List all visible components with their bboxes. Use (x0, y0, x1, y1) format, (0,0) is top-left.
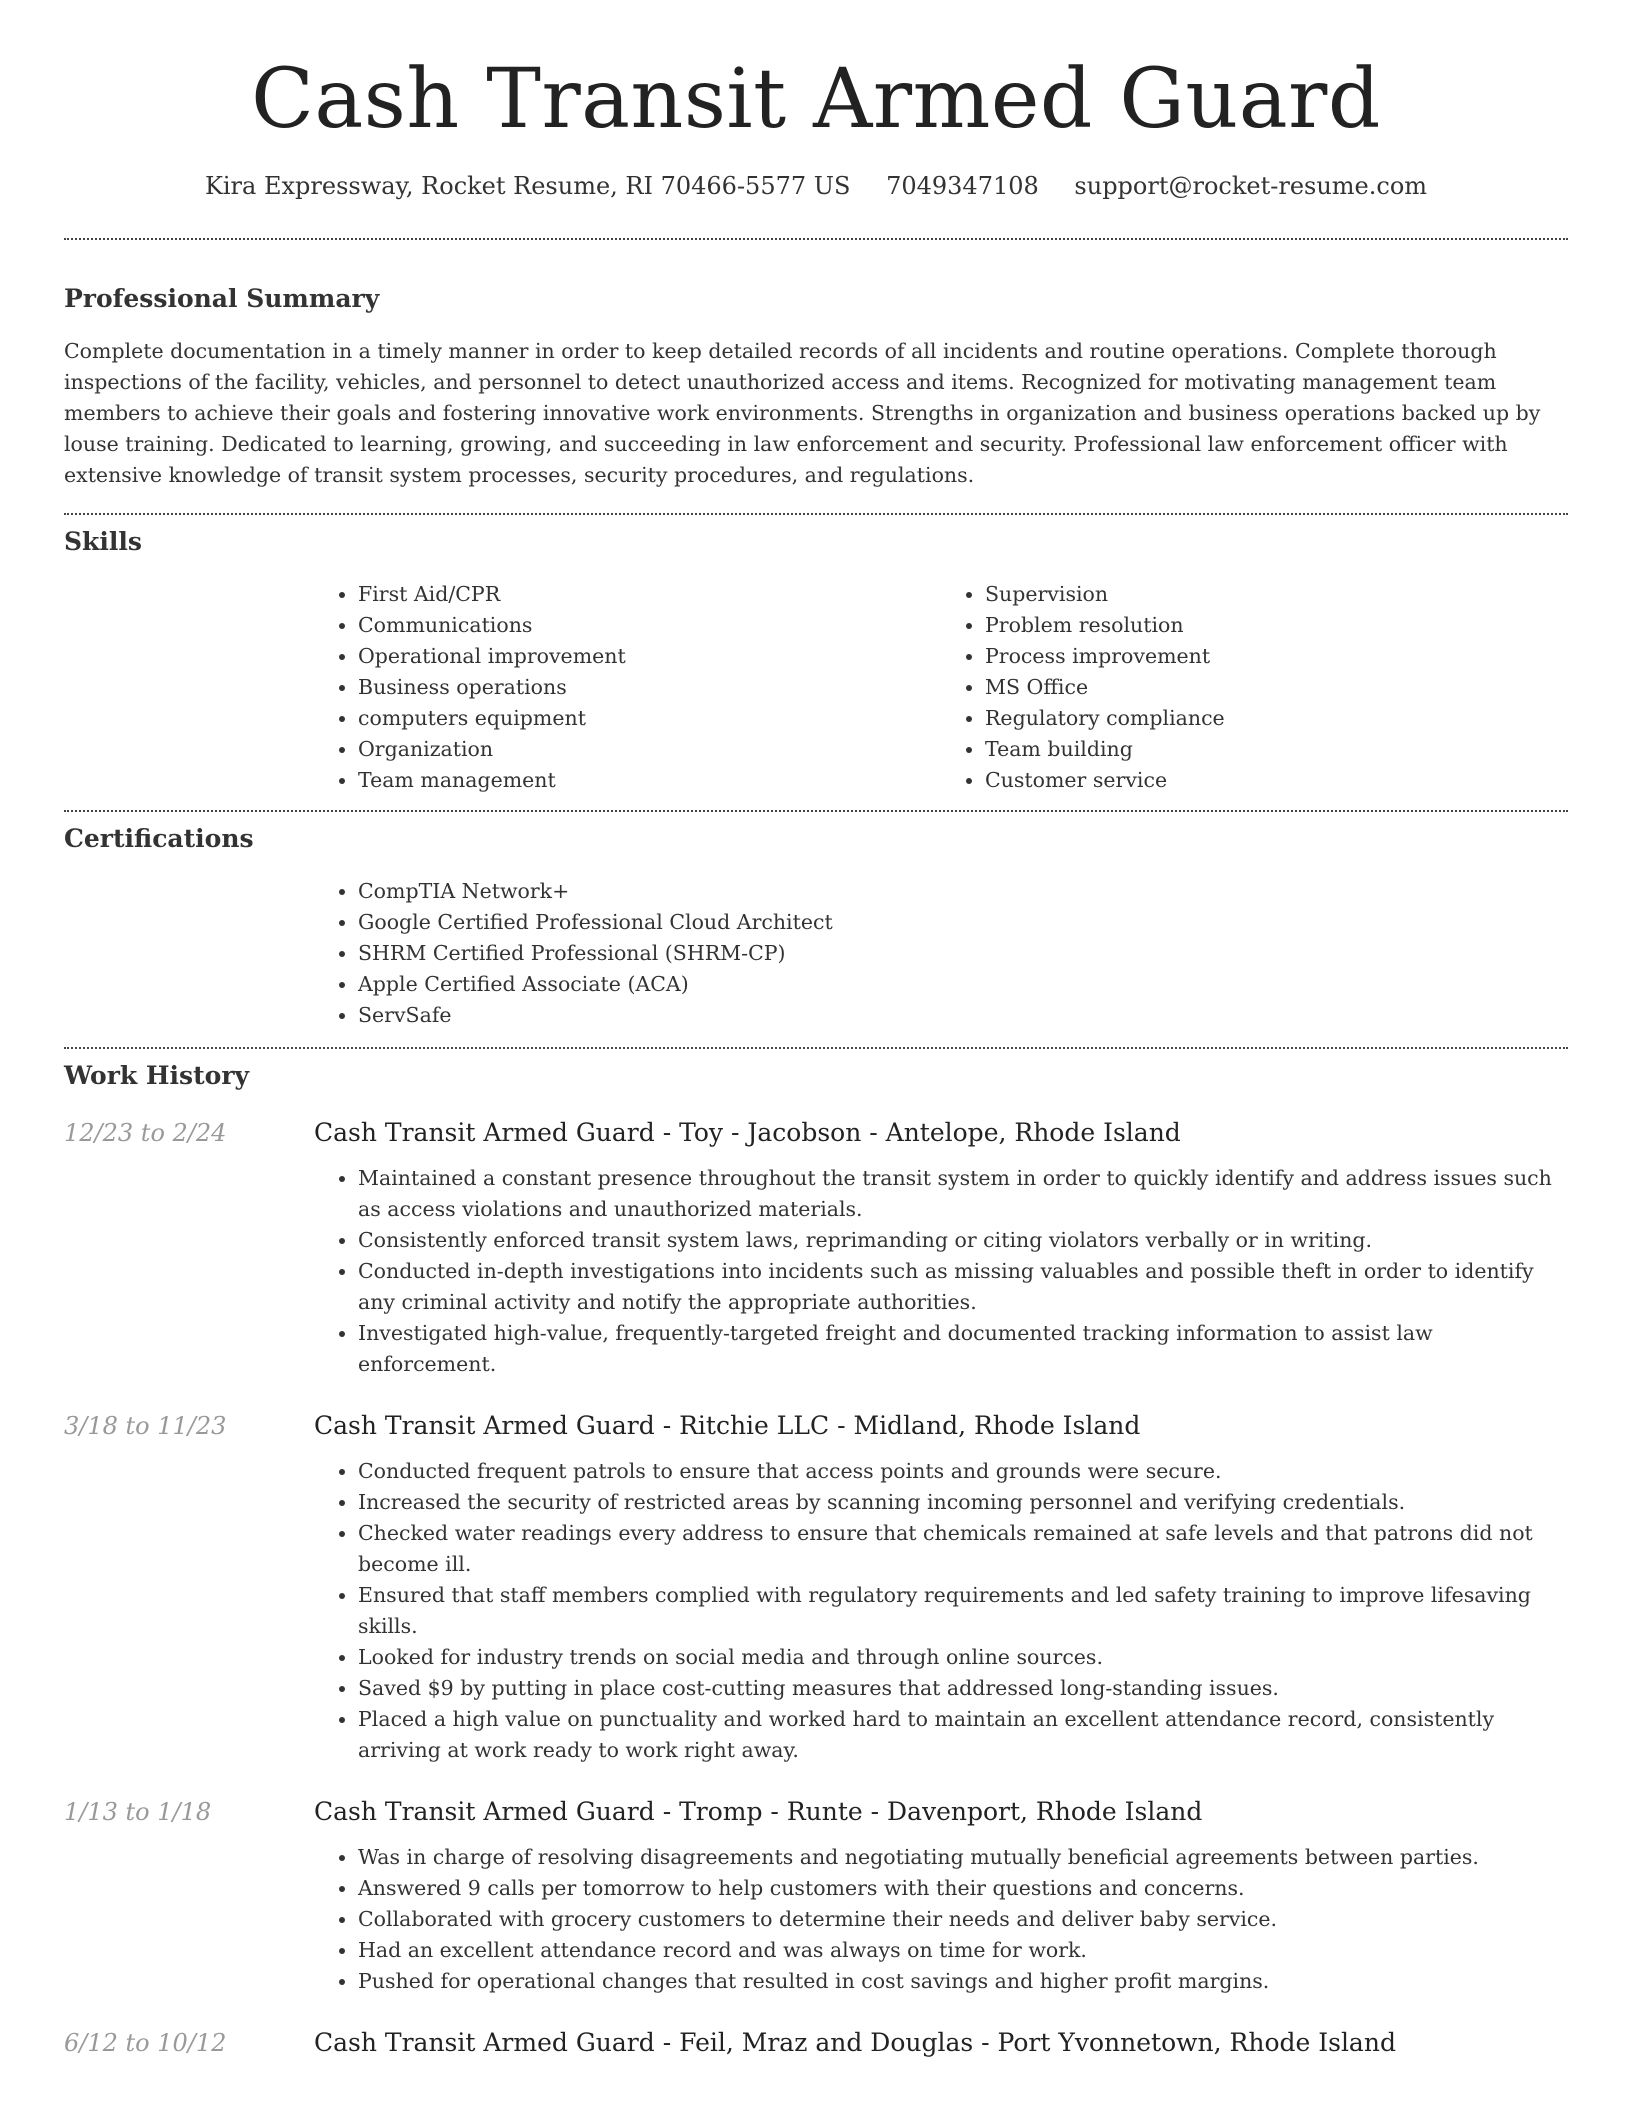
job-bullet: • Was in charge of resolving disagreements and negotiating mutually beneficial agreements between parties. (358, 1842, 1568, 1873)
skill-item: • Business operations (358, 672, 941, 703)
job-bullet: • Increased the security of restricted areas by scanning incoming personnel and verifying credentials. (358, 1487, 1568, 1518)
skill-item: • Operational improvement (358, 641, 941, 672)
contact-phone: 7049347108 (886, 172, 1039, 200)
contact-address: Kira Expressway, Rocket Resume, RI 70466-5577 US (204, 172, 851, 200)
skill-item: • MS Office (985, 672, 1568, 703)
job-header (64, 1117, 1568, 1149)
certification-item: • SHRM Certified Professional (SHRM-CP) (358, 938, 1568, 969)
skills-divider (64, 810, 1568, 812)
work-heading: Work History (64, 1061, 250, 1090)
job-bullet: • Conducted frequent patrols to ensure that access points and grounds were secure. (358, 1456, 1568, 1487)
certifications-divider (64, 1047, 1568, 1049)
skill-item: • Customer service (985, 765, 1568, 796)
skills-list-right (941, 579, 1568, 796)
skill-item: • First Aid/CPR (358, 579, 941, 610)
contact-line (64, 170, 1568, 202)
job-title: Cash Transit Armed Guard - Tromp - Runte - Davenport, Rhode Island (314, 1797, 1203, 1826)
job-entry (64, 2027, 1568, 2059)
skills-section (64, 527, 1568, 796)
job-header (64, 1410, 1568, 1442)
skill-item: • Team building (985, 734, 1568, 765)
skill-item: • computers equipment (358, 703, 941, 734)
job-bullet: • Maintained a constant presence throughout the transit system in order to quickly identify and address issues such as access violations and unauthorized materials. (358, 1163, 1568, 1225)
summary-divider (64, 513, 1568, 515)
work-section (64, 1061, 1568, 2059)
job-header (64, 1796, 1568, 1828)
summary-section (64, 284, 1568, 491)
summary-heading: Professional Summary (64, 284, 380, 313)
job-title: Cash Transit Armed Guard - Toy - Jacobson - Antelope, Rhode Island (314, 1118, 1181, 1147)
header-divider (64, 238, 1568, 240)
certifications-list (314, 876, 1568, 1031)
job-bullet: • Answered 9 calls per tomorrow to help customers with their questions and concerns. (358, 1873, 1568, 1904)
certification-item: • Apple Certified Associate (ACA) (358, 969, 1568, 1000)
skill-item: • Communications (358, 610, 941, 641)
job-bullet: • Pushed for operational changes that resulted in cost savings and higher profit margins. (358, 1966, 1568, 1997)
job-bullet: • Placed a high value on punctuality and worked hard to maintain an excellent attendance record, consistently arriving at work ready to work right away. (358, 1704, 1568, 1766)
certification-item: • CompTIA Network+ (358, 876, 1568, 907)
skills-list-left (314, 579, 941, 796)
job-bullet: • Looked for industry trends on social media and through online sources. (358, 1642, 1568, 1673)
skill-item: • Supervision (985, 579, 1568, 610)
job-bullet: • Investigated high-value, frequently-targeted freight and documented tracking information to assist law enforcement. (358, 1318, 1568, 1380)
job-title: Cash Transit Armed Guard - Feil, Mraz and Douglas - Port Yvonnetown, Rhode Island (314, 2028, 1396, 2057)
job-bullets (314, 1163, 1568, 1380)
job-bullet: • Collaborated with grocery customers to determine their needs and deliver baby service. (358, 1904, 1568, 1935)
skill-item: • Organization (358, 734, 941, 765)
job-bullets (314, 1842, 1568, 1997)
job-entry (64, 1796, 1568, 1997)
job-dates: 12/23 to 2/24 (64, 1119, 227, 1147)
job-bullet: • Ensured that staff members complied with regulatory requirements and led safety training to improve lifesaving skills. (358, 1580, 1568, 1642)
skill-item: • Process improvement (985, 641, 1568, 672)
skill-item: • Regulatory compliance (985, 703, 1568, 734)
job-bullets (314, 1456, 1568, 1766)
resume-page (64, 0, 1568, 2059)
job-bullet: • Had an excellent attendance record and was always on time for work. (358, 1935, 1568, 1966)
candidate-name: Cash Transit Armed Guard (251, 52, 1381, 147)
job-title: Cash Transit Armed Guard - Ritchie LLC - Midland, Rhode Island (314, 1411, 1141, 1440)
job-bullet: • Conducted in-depth investigations into incidents such as missing valuables and possible theft in order to identify any criminal activity and notify the appropriate authorities. (358, 1256, 1568, 1318)
skill-item: • Team management (358, 765, 941, 796)
job-bullet: • Saved $9 by putting in place cost-cutting measures that addressed long-standing issues. (358, 1673, 1568, 1704)
certifications-section (64, 824, 1568, 1031)
job-dates: 3/18 to 11/23 (64, 1412, 227, 1440)
contact-email: support@rocket-resume.com (1074, 172, 1428, 200)
job-entry (64, 1117, 1568, 1380)
job-entry (64, 1410, 1568, 1766)
job-bullet: • Checked water readings every address to ensure that chemicals remained at safe levels and that patrons did not become ill. (358, 1518, 1568, 1580)
job-dates: 1/13 to 1/18 (64, 1798, 212, 1826)
skills-columns (314, 579, 1568, 796)
job-bullet: • Consistently enforced transit system laws, reprimanding or citing violators verbally or in writing. (358, 1225, 1568, 1256)
skills-heading: Skills (64, 527, 142, 556)
skill-item: • Problem resolution (985, 610, 1568, 641)
certifications-heading: Certifications (64, 824, 254, 853)
summary-text: Complete documentation in a timely manner in order to keep detailed records of all incidents and routine operations. Complete thorough inspections of the facility, vehicles, and personnel to detect unauthorized access and items. Recognized for motivating management team members to achieve their goals and fostering innovative work environments. Strengths in organization and business operations backed up by louse training. Dedicated to learning, growing, and succeeding in law enforcement and security. Professional law enforcement officer with extensive knowledge of transit system processes, security procedures, and regulations. (64, 339, 1541, 487)
job-header (64, 2027, 1568, 2059)
job-dates: 6/12 to 10/12 (64, 2029, 227, 2057)
certification-item: • Google Certified Professional Cloud Architect (358, 907, 1568, 938)
certification-item: • ServSafe (358, 1000, 1568, 1031)
